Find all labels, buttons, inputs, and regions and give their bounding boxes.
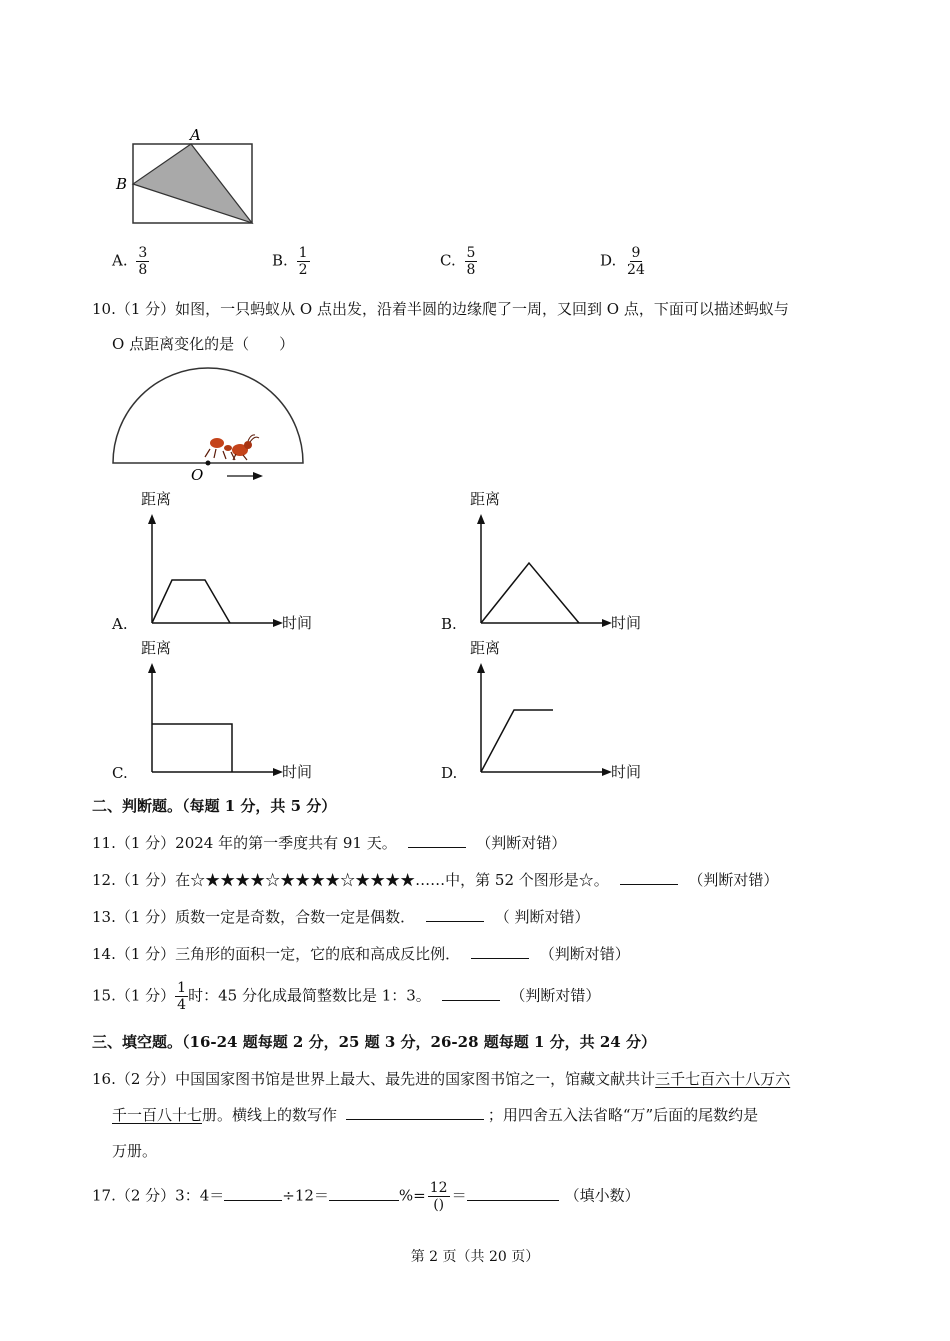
fraction: $\frac{12}{()}$ [429, 1180, 448, 1213]
q10-semicircle-figure [105, 365, 315, 485]
q16-line1: 16.（2 分）中国国家图书馆是世界上最大、最先进的国家图书馆之一，馆藏文献共计三千七百六十八万六 [92, 1070, 791, 1088]
graph-b-x-label: 时间 [611, 614, 642, 632]
q11-answer-blank[interactable] [408, 833, 466, 848]
fraction: $\frac{1}{4}$ [177, 980, 187, 1013]
page-footer: 第 2 页（共 20 页） [410, 1249, 540, 1265]
q17-answer-blank-2[interactable] [329, 1186, 399, 1201]
graph-b [469, 510, 619, 630]
q9-rectangle-figure [110, 125, 270, 235]
q17: 17.（2 分）3：4＝ ÷12＝ %= $\frac{12}{()}$ ＝ （填小数） [92, 1180, 640, 1213]
graph-a-x-label: 时间 [282, 614, 313, 632]
label-a: A [190, 126, 201, 144]
q13: 13.（1 分）质数一定是奇数，合数一定是偶数． （ 判断对错） [92, 908, 590, 926]
q12: 12.（1 分）在☆★★★★☆★★★★☆★★★★……中，第 52 个图形是☆。 （判断对错） [92, 871, 779, 889]
q16-line2: 千一百八十七册。横线上的数写作 ；用四舍五入法省略“万”后面的尾数约是 [112, 1106, 759, 1124]
q17-answer-blank-3[interactable] [467, 1186, 559, 1201]
label-b: B [116, 175, 128, 193]
q12-answer-blank[interactable] [620, 870, 678, 885]
q13-answer-blank[interactable] [426, 907, 484, 922]
graph-c-x-label: 时间 [282, 763, 313, 781]
section-3-title: 三、填空题。（16-24 题每题 2 分，25 题 3 分，26-28 题每题 1 分，共 24 分） [92, 1033, 656, 1051]
q10-option-d[interactable]: D. [441, 764, 458, 782]
q10-option-b[interactable]: B. [441, 615, 457, 633]
graph-c [140, 659, 290, 779]
q15-answer-blank[interactable] [442, 986, 500, 1001]
section-2-title: 二、判断题。（每题 1 分，共 5 分） [92, 797, 337, 815]
q9-option-a[interactable]: A. $\frac{3}{8}$ [112, 245, 148, 278]
graph-a-y-label: 距离 [141, 490, 172, 508]
fraction: $\frac{5}{8}$ [466, 245, 476, 278]
q9-option-d[interactable]: D. $\frac{9}{24}$ [600, 245, 645, 278]
o-label: O [191, 466, 204, 484]
q10-stem-line1: 10.（1 分）如图，一只蚂蚁从 O 点出发，沿着半圆的边缘爬了一周，又回到 O 点，下面可以描述蚂蚁与 [92, 300, 789, 318]
graph-d-x-label: 时间 [611, 763, 642, 781]
fraction: $\frac{3}{8}$ [138, 245, 148, 278]
q15: 15.（1 分） $\frac{1}{4}$ 时：45 分化成最简整数比是 1：3。 （判断对错） [92, 980, 601, 1013]
q10-option-a[interactable]: A. [112, 615, 128, 633]
graph-c-y-label: 距离 [141, 639, 172, 657]
graph-a [140, 510, 290, 630]
fraction: $\frac{1}{2}$ [298, 245, 308, 278]
graph-d [469, 659, 619, 779]
q14-answer-blank[interactable] [471, 944, 529, 959]
q10-stem-line2: O 点距离变化的是（ ） [112, 335, 295, 353]
q9-option-b[interactable]: B. $\frac{1}{2}$ [272, 245, 308, 278]
fraction: $\frac{9}{24}$ [627, 245, 645, 278]
q16-line3: 万册。 [112, 1142, 158, 1160]
q9-option-c[interactable]: C. $\frac{5}{8}$ [440, 245, 476, 278]
q11: 11.（1 分）2024 年的第一季度共有 91 天。 （判断对错） [92, 834, 567, 852]
ant-icon [205, 435, 259, 460]
q17-answer-blank-1[interactable] [224, 1186, 282, 1201]
graph-b-y-label: 距离 [470, 490, 501, 508]
q14: 14.（1 分）三角形的面积一定，它的底和高成反比例． （判断对错） [92, 945, 630, 963]
q10-option-c[interactable]: C. [112, 764, 128, 782]
graph-d-y-label: 距离 [470, 639, 501, 657]
q16-answer-blank-1[interactable] [346, 1105, 484, 1120]
